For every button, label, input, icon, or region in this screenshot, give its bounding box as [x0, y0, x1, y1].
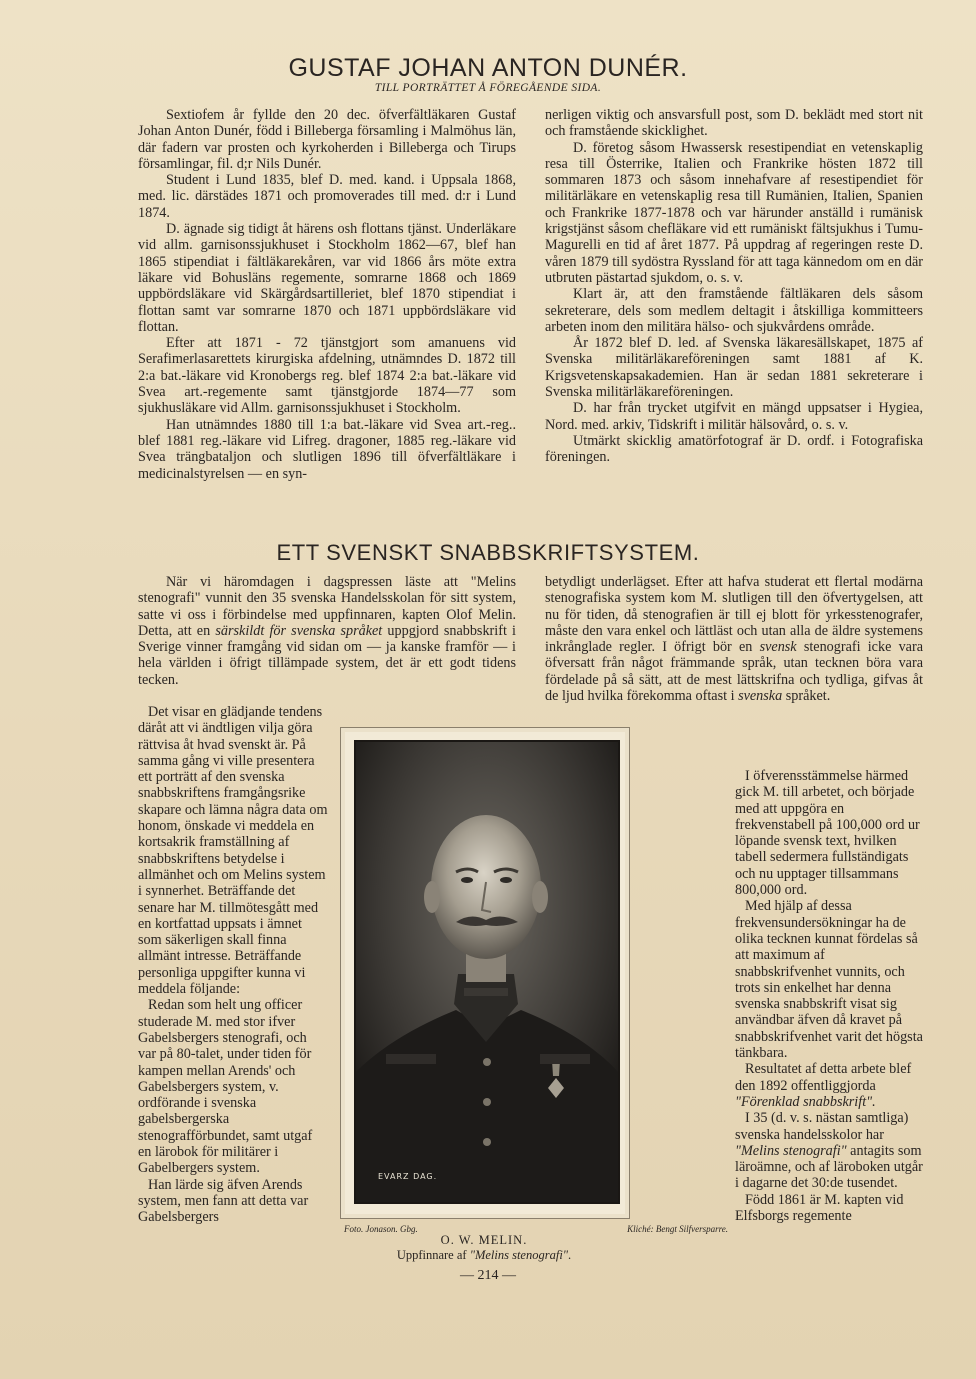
right-top-a: betydligt underlägset. Efter att hafva studerat ett flertal modärna stenografiska system kom M. slutligen till den öfvertygelsen, att nu för tiden, då stenografien är till ej blott för yrkesstenografer, måste den vara enkel och lättläst och utan alla de äldre systemens inkrånglade regler. I öfrigt bör en [545, 574, 923, 656]
snabbskrift-intro [138, 574, 516, 688]
intro-text-a: När vi häromdagen i dagspressen läste att "Melins stenografi" vunnit den 35 svenska Handelsskolan för sitt system, satte vi oss i förbindelse med uppfinnaren, kapten Olof Melin. Detta, att en [138, 574, 516, 639]
engraver-credit: Kliché: Bengt Silfversparre. [627, 1224, 728, 1234]
snabb-right-para-1: I öfverensstämmelse härmed gick M. till arbetet, och började med att uppgöra en frekvenstabell på 100,000 ord ur löpande svensk text, hvilken tabell sedermera fullständigats och nu upptager tillsammans 800,000 ord. [735, 768, 920, 899]
right-top-italic: svensk [759, 639, 797, 656]
article-subtitle-duner: TILL PORTRÄTTET Å FÖREGÅENDE SIDA. [374, 82, 602, 94]
snabb-right-para-2: Med hjälp af dessa frekvensundersökningar ha de olika tecknen kunnat fördelas så att maximum af snabbskrifvenhet vunnits, och trots sin enkelhet har denna svenska snabbskrift visat sig användbar äfven då kravet på snabbskrifvenhet varit det högsta tänkbara. [735, 898, 923, 1062]
snabb-right-para-4: I 35 (d. v. s. nästan samtliga) svenska handelsskolor har [735, 1110, 909, 1143]
snabb-left-para-3: Han lärde sig äfven Arends system, men fann att detta var Gabelsbergers [138, 1176, 309, 1226]
right-top-b: stenografi icke vara öfversatt från något främmande språk, utan tecknen böra vara fördelade på så sätt, att de mest lättskrifna och tydliga, gifvas åt de ljud hvilka förekomma oftast i [545, 639, 923, 705]
article-title-duner: GUSTAF JOHAN ANTON DUNÉR. [288, 54, 688, 82]
snabb-right-para-3: Resultatet af detta arbete blef den 1892 offentliggjorda [735, 1061, 912, 1094]
snabb-left-para-1: Det visar en glädjande tendens däråt att vi ändtligen vilja göra rättvisa åt hvad svenskt är. På samma gång vi ville presentera ett porträtt af den svenska snabbskriftens framgångsrike skapare och lämna några data om honom, önskade vi meddela en kortsakrik framställning af snabbskriftens betydelse i allmänhet och om Melins system i synnerhet. Beträffande det senare har M. tillmötesgått med en kortfattad uppsats i ämnet som säkerligen skall finna allmänt intresse. Beträffande personliga uppgifter kunna vi meddela följande: [138, 704, 328, 998]
snabbskrift-left-narrow [138, 704, 328, 1226]
photographer-credit: Foto. Jonason. Gbg. [344, 1224, 418, 1234]
duner-para-1: Sextiofem år fyllde den 20 dec. öfverfältläkaren Gustaf Johan Anton Dunér, född i Billeberga församling i Malmöhus län, där fadern var prosten och kyrkoherden i Billeberga och Tirups församlingar, fil. d;r Nils Dunér. [138, 107, 516, 172]
snabb-right-para-4b: antagits som läroämne, och af läroboken utgår i dagarne det 30:de tusendet. [735, 1142, 923, 1192]
duner-para-2: Student i Lund 1835, blef D. med. kand. i Uppsala 1868, med. lic. därstädes 1871 och promoverades till med. d:r i Lund 1874. [138, 172, 516, 221]
portrait-image [356, 742, 618, 1202]
duner-para-3: D. ägnade sig tidigt åt härens osh flottans tjänst. Underläkare vid allm. garnisonssjukhuset i Stockholm 1862—67, blef han 1865 stipendiat i fältläkarekåren, var vid 1866 års möte extra läkare vid Bohusläns regemente, somrarne 1868 och 1869 uppbördsläkare vid Skärgårdsartilleriet, blef 1870 stipendiat i flottan samt var somrarne 1870 och 1871 uppbördsläkare vid flottan. [138, 221, 516, 335]
duner-left-column [138, 107, 516, 482]
duner-para-6: nerligen viktig och ansvarsfull post, som D. beklädt med stort nit och framstående skicklighet. [545, 107, 923, 140]
melins-stenografi-title: "Melins stenografi" [735, 1142, 847, 1159]
portrait-caption-desc: Uppfinnare af "Melins stenografi". [396, 1248, 572, 1262]
duner-right-column [545, 107, 923, 466]
duner-para-5: Han utnämndes 1880 till 1:a bat.-läkare vid Svea art.-reg.. blef 1881 reg.-läkare vid Lifreg. dragoner, 1885 reg.-läkare vid Svea trängbataljon och slutligen 1896 till öfverfältläkare i medicinalstyrelsen — en syn- [138, 416, 516, 482]
intro-text-b: uppgjord snabbskrift i Sverige vinner framgång vid sidan om — ja kanske framför — i hela världen i öfrigt tillämpade system, det är ett godt tidens tecken. [138, 622, 517, 688]
portrait-caption-name: O. W. MELIN. [440, 1233, 528, 1247]
snabb-right-para-5: Född 1861 är M. kapten vid Elfsborgs regemente [735, 1191, 904, 1225]
right-top-c: språket. [782, 688, 831, 705]
snabbskrift-right-narrow [735, 768, 925, 1224]
duner-para-7: D. företog såsom Hwassersk resestipendiat en vetenskaplig resa till Österrike, Italien och Frankrike hösten 1872 till sommaren 1873 och såsom innehafvare af resestipendiet för militärläkare en vetenskaplig resa till Rumänien, Italien, Spanien och Frankrike 1877-1878 och var härunder anställd i rumänisk krigstjänst såsom chefläkare vid ett rumäniskt fältsjukhus i Tumu-Magurelli en tid af året 1877. På uppdrag af regeringen reste D. våren 1879 till sydöstra Ryssland för att taga kännedom om en där utbruten pästartad sjukdom, o. s. v. [545, 139, 923, 286]
right-top-italic-2: svenska [738, 688, 783, 705]
intro-text-italic: särskildt för svenska språket [215, 622, 383, 639]
duner-para-9: År 1872 blef D. led. af Svenska läkaresällskapet, 1875 af Svenska militärläkareföreningen samt 1881 af K. Krigsvetenskapsakademien. Han är sedan 1881 sekreterare i Svenska militärläkareföreningen. [545, 335, 923, 401]
page-number: — 214 — [460, 1268, 516, 1283]
duner-para-8: Klart är, att den framstående fältläkaren dels såsom sekreterare, dels som medlem deltagit i åtskilliga kommitteers arbeten inom den militära hälso- och sjukvårdens område. [545, 286, 923, 335]
portrait-photo [354, 740, 620, 1204]
snabb-left-para-2: Redan som helt ung officer studerade M. med stor ifver Gabelsbergers stenografi, och var på 80-talet, under tiden för kampen mellan Arends' och Gabelsbergers system, v. ordförande i svenska gabelsbergerska stenografförbundet, samt utgaf en lärobok för militärer i Gabelbergers system. [138, 997, 313, 1177]
plate-mark: EVARZ DAG. [378, 1172, 438, 1181]
duner-para-10: D. har från trycket utgifvit en mängd uppsatser i Hygiea, Nord. med. arkiv, Tidskrift i militär hälsovård, o. s. v. [545, 400, 923, 433]
article-title-snabbskrift: ETT SVENSKT SNABBSKRIFTSYSTEM. [276, 540, 700, 565]
duner-para-11: Utmärkt skicklig amatörfotograf är D. ordf. i Fotografiska föreningen. [545, 432, 923, 466]
snabbskrift-right-top [545, 574, 923, 704]
duner-para-4: Efter att 1871 - 72 tjänstgjort som amanuens vid Serafimerlasarettets kirurgiska afdelning, utnämndes D. 1872 till 2:a bat.-läkare vid Kronobergs reg. blef 1874 2:a bat.-läkare vid Svea art.-regemente samt tjänstgjorde 1874—77 som sjukhusläkare vid Allm. garnisonssjukhuset i Stockholm. [138, 335, 516, 417]
forenklad-title: "Förenklad snabbskrift". [735, 1093, 876, 1110]
